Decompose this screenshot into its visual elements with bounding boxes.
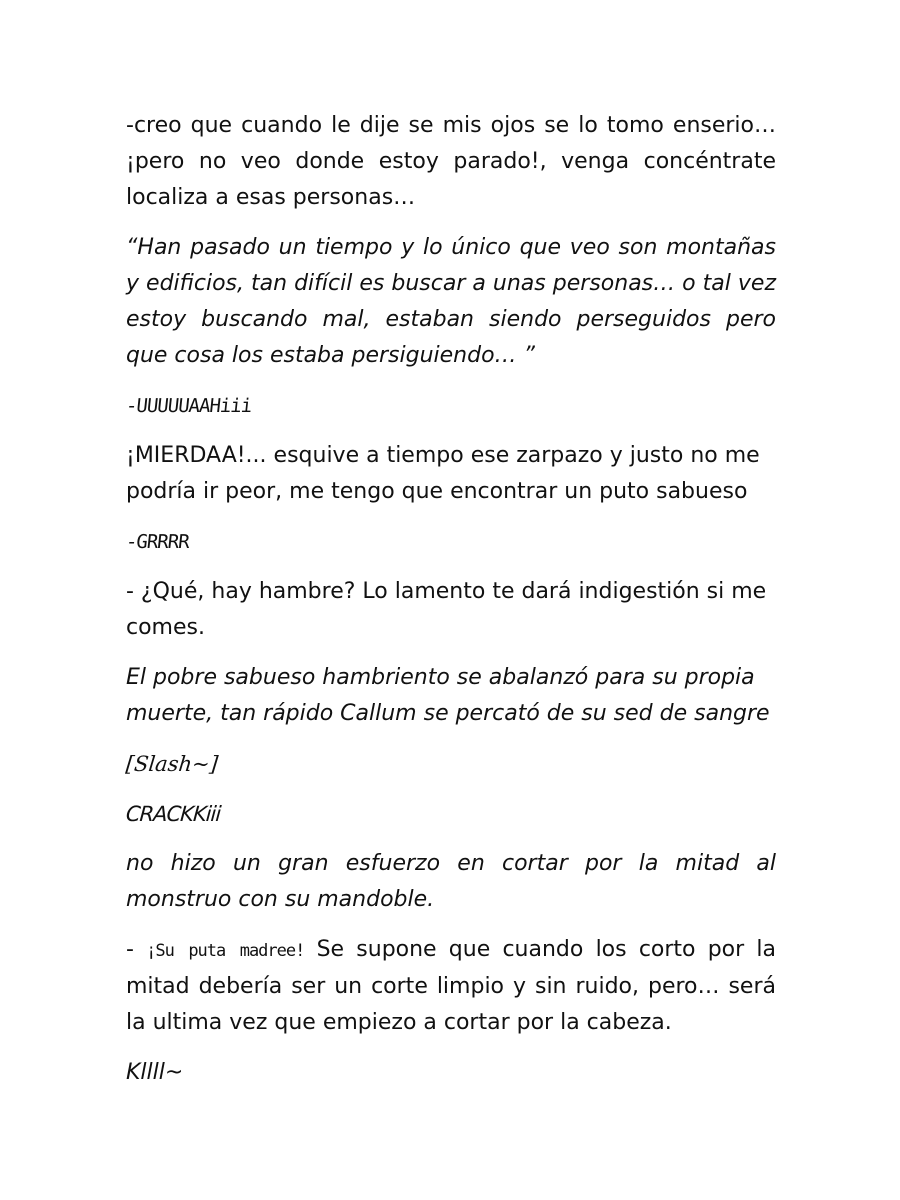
paragraph-mierdaa: ¡MIERDAA!... esquive a tiempo ese zarpazo y justo no me podría ir peor, me tengo que encontrar un puto sabueso <box>126 443 760 504</box>
paragraph-rest: Se supone que cuando los corto por la mitad debería ser un corte limpio y sin ruido, pero… será la ultima vez que empiezo a cortar por la cabeza. <box>126 937 776 1035</box>
paragraph-thought: “Han pasado un tiempo y lo único que veo son montañas y edificios, tan difícil es buscar a unas personas… o tal vez estoy buscando mal, estaban siendo perseguidos pero que cosa los estaba persiguiendo… ” <box>126 235 776 368</box>
document-page <box>126 108 776 1091</box>
sound-effect-scream: -UUUUUAAHiii <box>124 395 253 417</box>
paragraph-su-puta-madree <box>126 932 776 1041</box>
sound-effect-kill: Kllll~ <box>126 1060 184 1085</box>
dialogue-dash: - <box>126 937 147 962</box>
sound-effect-crack: CRACKKiii <box>125 802 222 826</box>
shout-text: ¡Su puta madree! <box>146 941 305 961</box>
paragraph-narration-mandoble: no hizo un gran esfuerzo en cortar por la mitad al monstruo con su mandoble. <box>126 851 776 912</box>
sound-effect-growl: -GRRRR <box>124 531 190 553</box>
paragraph-creo: -creo que cuando le dije se mis ojos se lo tomo enserio… ¡pero no veo donde estoy parado!, venga concéntrate localiza a esas personas… <box>126 113 776 210</box>
paragraph-narration-sabueso: El pobre sabueso hambriento se abalanzó para su propia muerte, tan rápido Callum se percató de su sed de sangre <box>126 665 770 726</box>
paragraph-hambre: - ¿Qué, hay hambre? Lo lamento te dará indigestión si me comes. <box>126 579 767 640</box>
sound-effect-slash: [Slash~] <box>124 752 220 776</box>
